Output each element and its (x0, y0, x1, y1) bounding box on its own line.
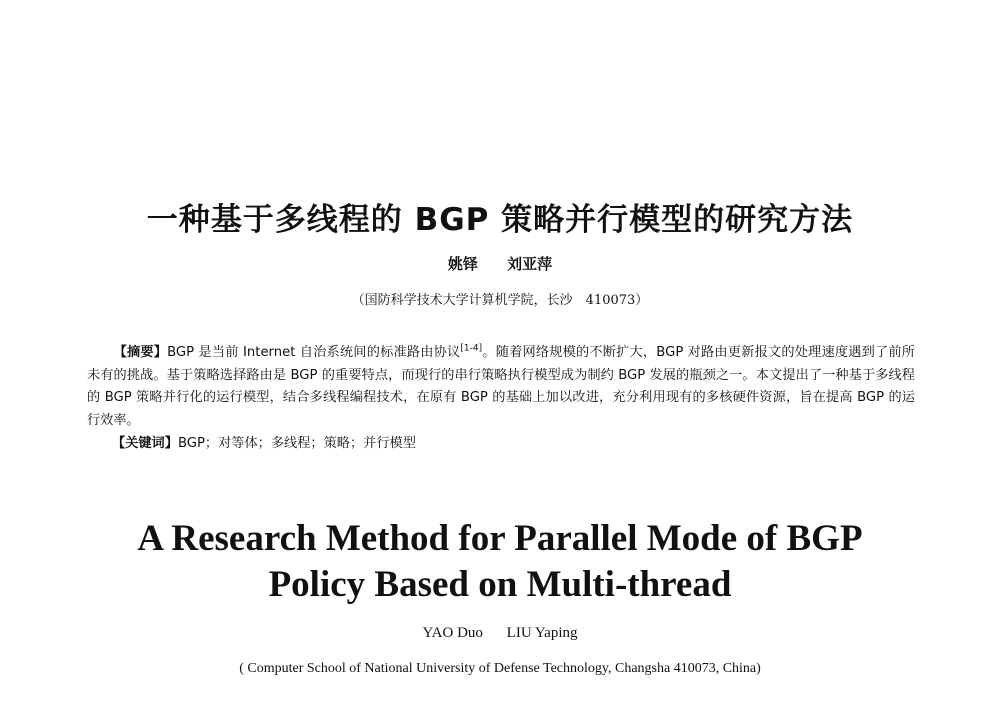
chinese-affiliation: （国防科学技术大学计算机学院，长沙 410073） (351, 293, 649, 308)
abstract-text-part2: 。随着网络规模的不断扩大，BGP 对路由更新报文的处理速度遇到了前所未有的挑战。基于策略选择路由是 BGP 的重要特点，而现行的串行策略执行模型成为制约 BGP 发展的瓶颈之一。本文提出了一种基于多线程的 BGP 策略并行化的运行模型，结合多线程编程技术，在原有 BGP 的基础上加以改进，充分利用现有的多核硬件资源，旨在提高 BGP 的运行效率。 (87, 345, 915, 428)
abstract-text-part1: BGP 是当前 Internet 自治系统间的标准路由协议 (167, 345, 461, 360)
chinese-keywords (112, 433, 932, 456)
english-title-line1: A Research Method for Parallel Mode of BGP (137, 518, 863, 559)
author-2-cn: 刘亚萍 (507, 255, 553, 273)
author-2-en: LIU Yaping (506, 625, 578, 641)
english-affiliation: ( Computer School of National University of Defense Technology, Changsha 410073, China) (239, 661, 761, 676)
keywords-text: BGP；对等体；多线程；策略；并行模型 (177, 436, 416, 451)
author-1-cn: 姚铎 (447, 255, 478, 273)
keywords-label: 【关键词】 (112, 436, 178, 451)
english-title-line2: Policy Based on Multi-thread (268, 564, 732, 605)
citation-ref: [1-4] (460, 343, 483, 354)
author-1-en: YAO Duo (422, 625, 483, 641)
english-title (0, 516, 1000, 608)
abstract-label: 【摘要】 (113, 345, 168, 360)
chinese-title: 一种基于多线程的 BGP 策略并行模型的研究方法 (146, 202, 854, 238)
chinese-abstract (87, 342, 915, 432)
english-authors (0, 625, 1000, 642)
chinese-authors (0, 253, 1000, 274)
